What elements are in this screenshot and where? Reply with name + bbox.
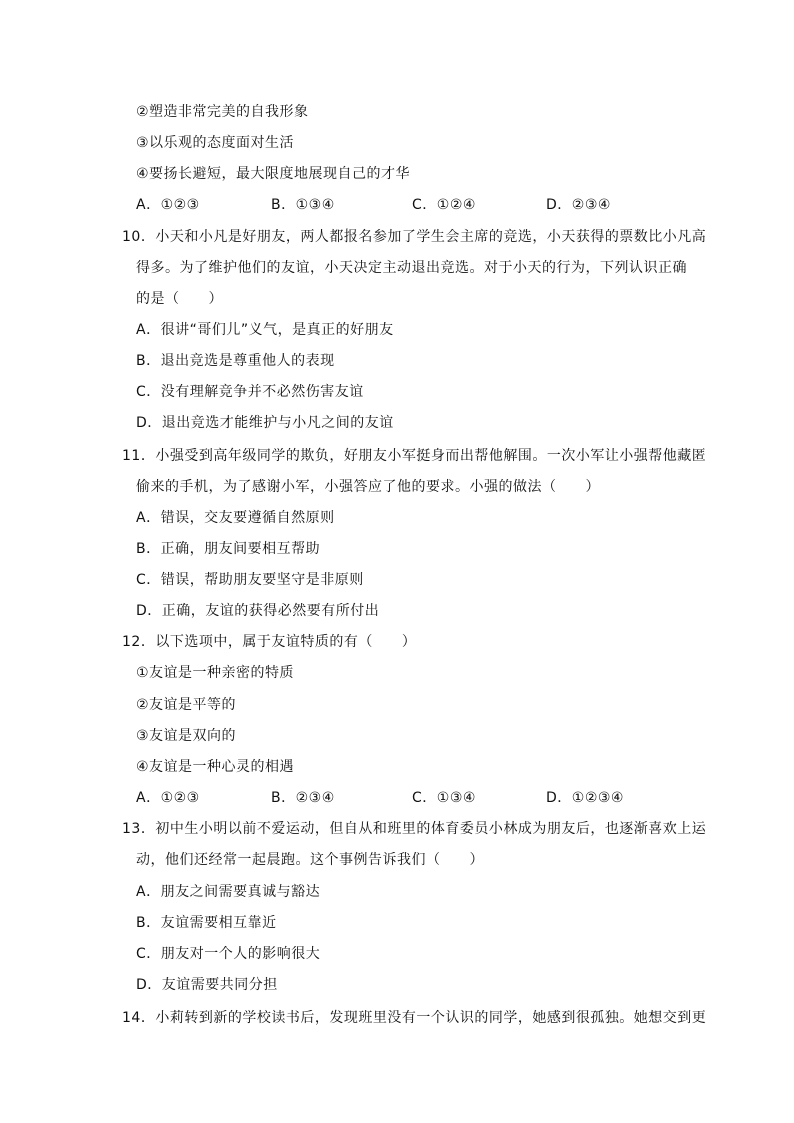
q12-item-4: ④友谊是一种心灵的相遇 <box>136 759 295 775</box>
q13-option-b[interactable]: B．友谊需要相互靠近 <box>136 915 277 931</box>
q9-item-4: ④要扬长避短，最大限度地展现自己的才华 <box>136 166 411 182</box>
q12-option-d[interactable]: D．①②③④ <box>546 790 624 806</box>
q14-stem-line-1: 14．小莉转到新的学校读书后，发现班里没有一个认识的同学，她感到很孤独。她想交到更 <box>122 1010 707 1026</box>
q11-option-b[interactable]: B．正确，朋友间要相互帮助 <box>136 541 321 557</box>
q12-item-1: ①友谊是一种亲密的特质 <box>136 665 295 681</box>
q13-option-a[interactable]: A．朋友之间需要真诚与豁达 <box>136 884 321 900</box>
q9-option-a[interactable]: A．①②③ <box>136 197 200 213</box>
q12-item-3: ③友谊是双向的 <box>136 728 237 744</box>
q9-option-d[interactable]: D．②③④ <box>546 197 611 213</box>
q12-option-c[interactable]: C．①③④ <box>412 790 476 806</box>
q12-option-a[interactable]: A．①②③ <box>136 790 200 806</box>
q10-option-a[interactable]: A．很讲“哥们儿”义气，是真正的好朋友 <box>136 322 394 338</box>
q10-option-c[interactable]: C．没有理解竞争并不必然伤害友谊 <box>136 384 364 400</box>
q11-stem-line-1: 11．小强受到高年级同学的欺负，好朋友小军挺身而出帮他解围。一次小军让小强帮他藏匿 <box>122 448 707 464</box>
q13-stem-line-1: 13．初中生小明以前不爱运动，但自从和班里的体育委员小林成为朋友后，也逐渐喜欢上运 <box>122 821 707 837</box>
q9-item-2: ②塑造非常完美的自我形象 <box>136 104 309 120</box>
q13-stem-line-2: 动，他们还经常一起晨跑。这个事例告诉我们（ ） <box>136 852 484 868</box>
q9-option-c[interactable]: C．①②④ <box>412 197 476 213</box>
q9-option-b[interactable]: B．①③④ <box>271 197 335 213</box>
q11-option-d[interactable]: D．正确，友谊的获得必然要有所付出 <box>136 603 380 619</box>
q12-stem-line-1: 12．以下选项中，属于友谊特质的有（ ） <box>122 634 417 650</box>
q10-stem-line-2: 得多。为了维护他们的友谊，小天决定主动退出竞选。对于小天的行为，下列认识正确 <box>136 260 687 276</box>
q11-stem-line-2: 偷来的手机，为了感谢小军，小强答应了他的要求。小强的做法（ ） <box>136 479 600 495</box>
q9-options-row <box>136 195 696 215</box>
q11-option-a[interactable]: A．错误，交友要遵循自然原则 <box>136 510 335 526</box>
q10-option-d[interactable]: D．退出竞选才能维护与小凡之间的友谊 <box>136 415 394 431</box>
q12-item-2: ②友谊是平等的 <box>136 697 237 713</box>
q9-item-3: ③以乐观的态度面对生活 <box>136 135 295 151</box>
q10-stem-line-1: 10．小天和小凡是好朋友，两人都报名参加了学生会主席的竞选，小天获得的票数比小凡高 <box>122 229 707 245</box>
q10-stem-line-3: 的是（ ） <box>136 291 223 307</box>
q12-option-b[interactable]: B．②③④ <box>271 790 335 806</box>
q13-option-d[interactable]: D．友谊需要共同分担 <box>136 977 278 993</box>
q13-option-c[interactable]: C．朋友对一个人的影响很大 <box>136 946 321 962</box>
q10-option-b[interactable]: B．退出竞选是尊重他人的表现 <box>136 353 335 369</box>
q12-options-row <box>136 788 696 808</box>
q11-option-c[interactable]: C．错误，帮助朋友要坚守是非原则 <box>136 572 364 588</box>
